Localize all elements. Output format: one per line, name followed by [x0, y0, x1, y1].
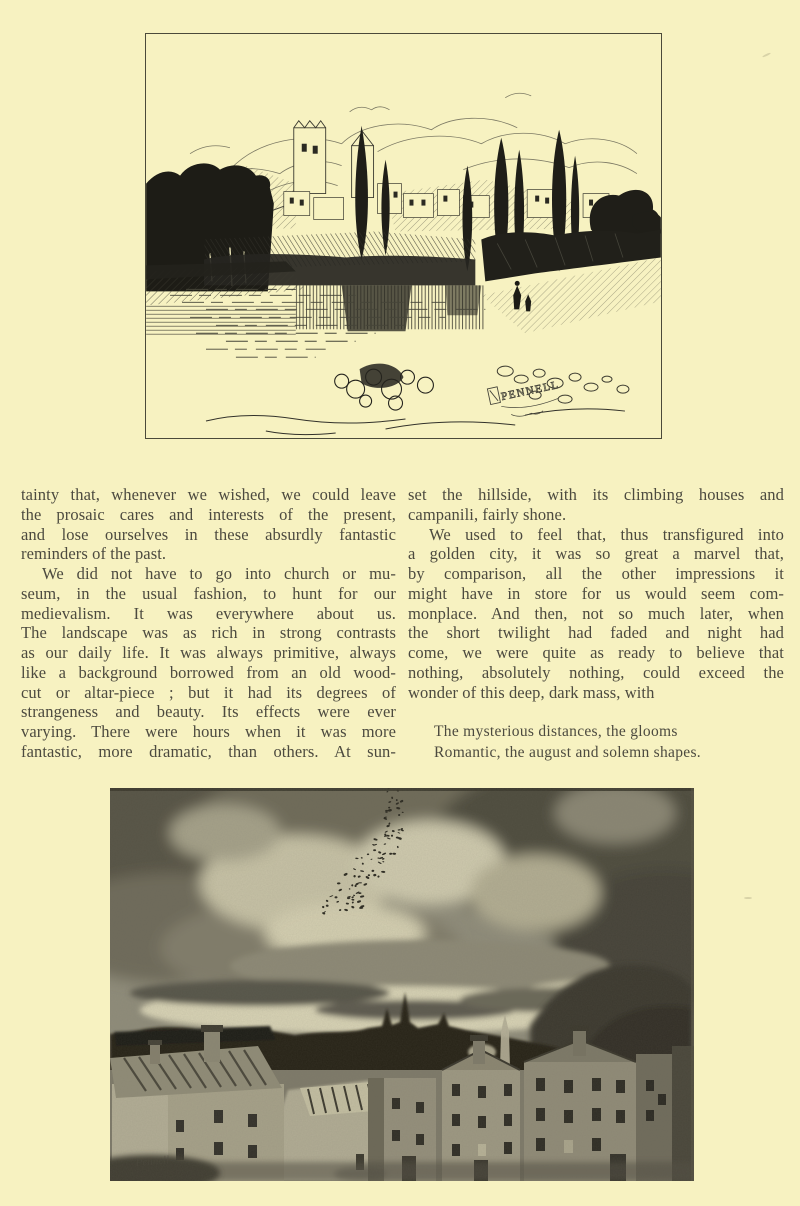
text-line: come, we were quite as ready to believe that	[408, 643, 784, 662]
text-line: nothing, absolutely nothing, could exceed the	[408, 662, 784, 682]
pen-ink-illustration	[146, 34, 661, 438]
text-line: reminders of the past.	[21, 544, 167, 564]
text-line: tainty that, whenever we wished, we could leave	[21, 485, 396, 504]
text-line: seum, in the usual fashion, to hunt for our	[21, 583, 396, 603]
text-line: strangeness and beauty. Its effects were ever	[21, 702, 396, 722]
text-line: campanili, fairly shone.	[408, 504, 567, 524]
text-column-left	[21, 485, 396, 762]
text-column-right	[408, 485, 784, 763]
text-line: by comparison, all the other impressions it	[408, 564, 784, 583]
grain-texture	[110, 788, 694, 1181]
text-line: the prosaic cares and interests of the present,	[21, 504, 396, 524]
verse-quote	[408, 721, 784, 763]
top-figure	[145, 33, 662, 439]
wash-painting	[110, 788, 694, 1181]
verse-line: Romantic, the august and solemn shapes.	[434, 744, 701, 762]
text-line: monplace. And then, not so much later, when	[408, 603, 784, 623]
text-line: wonder of this deep, dark mass, with	[408, 682, 655, 702]
text-line: The landscape was as rich in strong contrasts	[21, 623, 396, 643]
paper-speck	[762, 52, 771, 58]
text-line: the short twilight had faded and night had	[408, 623, 784, 643]
text-line: a golden city, it was so great a marvel that,	[408, 544, 784, 564]
text-line: varying. There were hours when it was more	[21, 722, 396, 741]
signature-text: PENNELL	[500, 378, 561, 404]
text-line: We did not have to go into church or mu-	[42, 564, 396, 583]
text-line: We used to feel that, thus transfigured into	[429, 524, 784, 544]
text-line: and lose ourselves in these absurdly fantastic	[21, 524, 396, 544]
artist-signature	[487, 374, 564, 423]
text-line: set the hillside, with its climbing houses and	[408, 485, 784, 504]
text-line: fantastic, more dramatic, than others. At sun-	[21, 741, 396, 761]
paper-speck	[744, 897, 752, 899]
text-line: like a background borrowed from an old wood-	[21, 662, 396, 682]
text-line: might have in store for us would seem com-	[408, 583, 784, 603]
verse-line: The mysterious distances, the glooms	[434, 723, 678, 741]
text-line: as our daily life. It was always primitive, always	[21, 643, 396, 662]
text-line: cut or altar-piece ; but it had its degrees of	[21, 682, 396, 702]
bottom-figure	[110, 788, 694, 1181]
text-line: medievalism. It was everywhere about us.	[21, 603, 396, 623]
